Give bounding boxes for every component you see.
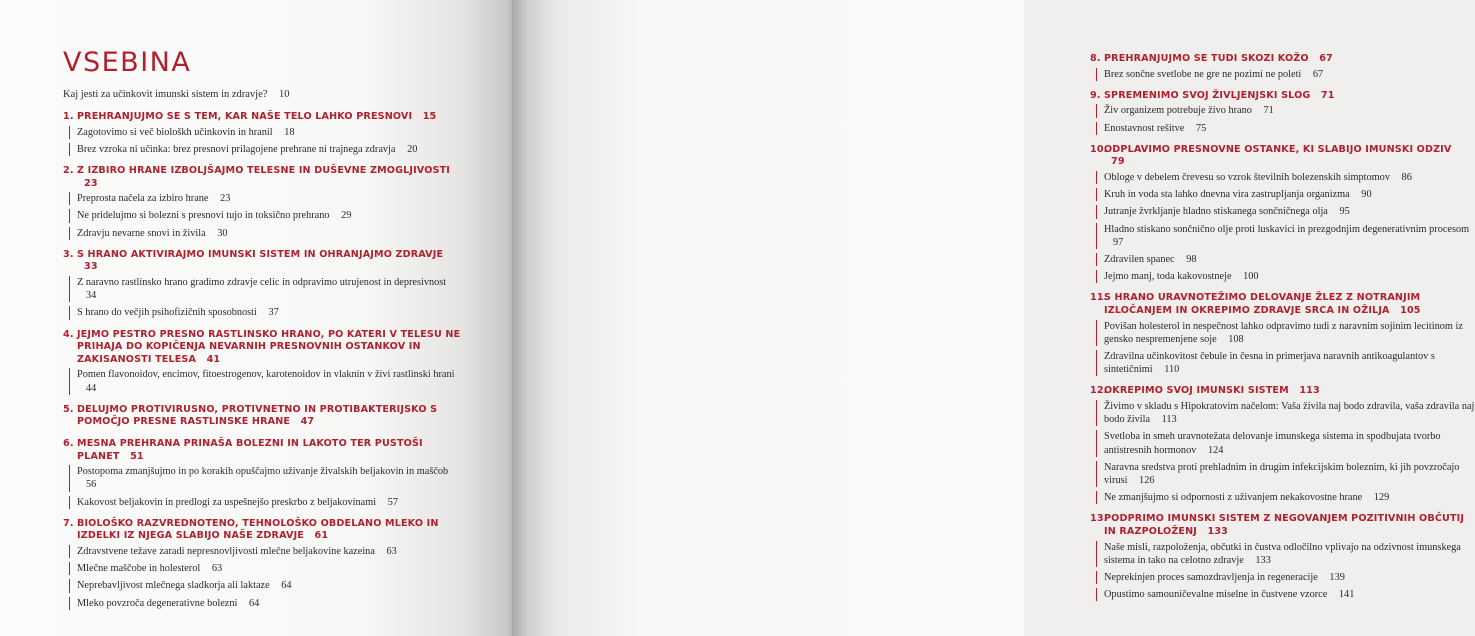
chapter-entries <box>77 192 463 240</box>
toc-entry <box>1104 122 1475 135</box>
toc-entry <box>77 562 463 575</box>
chapter-title: S HRANO URAVNOTEŽIMO DELOVANJE ŽLEZ Z NOTRANJIM IZLOČANJEM IN OKREPIMO ZDRAVJE SRCA IN OŽILJA <box>1104 292 1421 316</box>
chapter-entries <box>1104 171 1475 283</box>
toc-entry <box>77 306 463 319</box>
toc-chapter <box>1090 292 1475 376</box>
chapter-entries <box>77 465 463 509</box>
entry-page-number: 110 <box>1164 364 1180 376</box>
entry-text: Opustimo samouničevalne miselne in čustvene vzorce <box>1104 589 1328 601</box>
chapter-heading <box>63 517 463 543</box>
entry-page-number: 139 <box>1329 572 1345 584</box>
entry-page-number: 44 <box>86 382 97 394</box>
entry-text: Brez vzroka ni učinka: brez presnovi prilagojene prehrane ni trajnega zdravja <box>77 143 396 155</box>
toc-entry <box>77 496 463 509</box>
toc-entry <box>77 227 463 240</box>
entry-page-number: 75 <box>1195 122 1207 134</box>
toc-chapter <box>63 249 463 320</box>
entry-page-number: 124 <box>1207 444 1224 456</box>
chapter-page-number: 33 <box>84 261 98 273</box>
entry-page-number: 57 <box>387 496 398 508</box>
chapter-title: DELUJMO PROTIVIRUSNO, PROTIVNETNO IN PROTIBAKTERIJSKO S POMOČJO PRESNE RASTLINSKE HRANE <box>77 403 438 428</box>
chapter-title: BIOLOŠKO RAZVREDNOTENO, TEHNOLOŠKO OBDELANO MLEKO IN IZDELKI IZ NJEGA SLABIJO NAŠE ZDRAVJE <box>77 517 439 542</box>
chapter-heading <box>63 328 463 367</box>
chapter-page-number: 61 <box>314 530 329 542</box>
toc-chapter <box>1090 385 1475 504</box>
entry-text: Z naravno rastlinsko hrano gradimo zdravje celic in odpravimo utrujenost in depresivnost <box>77 276 447 288</box>
entry-page-number: 97 <box>1113 236 1124 248</box>
entry-text: Ne zmanjšujmo si odpornosti z uživanjem nekakovostne hrane <box>1104 492 1363 504</box>
chapter-entries <box>77 276 463 320</box>
entry-text: Zdravju nevarne snovi in živila <box>77 227 206 239</box>
chapter-page-number: 51 <box>130 450 144 462</box>
chapter-heading <box>63 403 463 429</box>
entry-page-number: 20 <box>407 143 418 155</box>
entry-text: Zdravilna učinkovitost čebule in česna in primerjava naravnih antikoagulantov s sintetičnimi <box>1104 351 1435 376</box>
chapter-number: 7. <box>63 517 74 529</box>
entry-text: Kruh in voda sta lahko dnevna vira zastrupljanja organizma <box>1104 189 1350 201</box>
intro-entry <box>63 88 290 102</box>
entry-text: Kakovost beljakovin in predlogi za uspešnejšo preskrbo z beljakovinami <box>77 496 377 508</box>
entry-text: Brez sončne svetlobe ne gre ne pozimi ne poleti <box>1104 68 1302 80</box>
entry-text: Neprebavljivost mlečnega sladkorja ali laktaze <box>77 580 270 592</box>
entry-page-number: 113 <box>1161 414 1177 426</box>
entry-page-number: 34 <box>86 290 97 302</box>
entry-page-number: 141 <box>1338 589 1355 601</box>
toc-entry <box>1104 320 1475 346</box>
entry-page-number: 86 <box>1401 171 1412 183</box>
toc-entry <box>77 209 463 222</box>
entry-page-number: 64 <box>248 597 260 609</box>
entry-text: Jutranje žvrkljanje hladno stiskanega sončničnega olja <box>1104 206 1328 218</box>
entry-page-number: 108 <box>1228 333 1244 345</box>
chapter-title: JEJMO PESTRO PRESNO RASTLINSKO HRANO, PO KATERI V TELESU NE PRIHAJA DO KOPIČENJA NEVARNIH PRESNOVNIH OSTANKOV IN ZAKISANOSTI TELESA <box>77 328 461 365</box>
left-page <box>0 0 512 636</box>
toc-chapter <box>1090 90 1475 135</box>
toc-chapter <box>1090 53 1475 81</box>
entry-text: Mlečne maščobe in holesterol <box>77 563 201 575</box>
chapter-number: 3. <box>63 248 74 260</box>
toc-chapter <box>63 404 463 429</box>
entry-page-number: 63 <box>211 563 223 575</box>
right-page <box>512 0 1475 636</box>
toc-entry <box>1104 223 1475 249</box>
toc-chapter <box>63 518 463 610</box>
chapter-page-number: 67 <box>1319 53 1333 64</box>
chapter-entries <box>77 368 463 394</box>
chapter-number: 8. <box>1090 53 1101 64</box>
left-toc <box>63 111 463 619</box>
chapter-title: PODPRIMO IMUNSKI SISTEM Z NEGOVANJEM POZITIVNIH OBČUTIJ IN RAZPOLOŽENJ <box>1104 513 1465 538</box>
entry-page-number: 90 <box>1361 189 1372 201</box>
chapter-entries <box>1104 320 1475 377</box>
toc-entry <box>1104 205 1475 218</box>
toc-entry <box>77 465 463 491</box>
entry-page-number: 63 <box>386 545 397 557</box>
entry-page-number: 30 <box>217 227 228 239</box>
toc-entry <box>1104 430 1475 456</box>
chapter-number: 5. <box>63 403 74 415</box>
entry-text: Živimo v skladu s Hipokratovim načelom: Vaša živila naj bodo zdravila, vaša zdravila naj bodo živila <box>1104 401 1475 426</box>
chapter-number: 11. <box>1090 292 1108 304</box>
chapter-number: 9. <box>1090 89 1101 101</box>
chapter-page-number: 47 <box>300 416 315 428</box>
entry-page-number: 37 <box>268 307 279 319</box>
toc-entry <box>1104 270 1475 283</box>
toc-entry <box>77 143 463 156</box>
chapter-heading <box>1090 53 1475 66</box>
intro-page: 10 <box>279 89 290 100</box>
chapter-heading <box>1090 385 1475 398</box>
toc-chapter <box>63 111 463 156</box>
toc-entry <box>77 597 463 610</box>
entry-text: Hladno stiskano sončnično olje proti luskavici in prezgodnjim degenerativnim procesom <box>1104 223 1470 235</box>
toc-entry <box>1104 104 1475 117</box>
toc-chapter <box>1090 144 1475 284</box>
chapter-heading <box>63 111 463 124</box>
chapter-entries <box>1104 68 1475 81</box>
toc-entry <box>77 579 463 592</box>
chapter-title: PREHRANJUJMO SE TUDI SKOZI KOŽO <box>1104 53 1309 64</box>
entry-page-number: 23 <box>220 193 231 205</box>
entry-text: Zdravilen spanec <box>1104 254 1175 265</box>
entry-text: Mleko povzroča degenerativne bolezni <box>77 597 238 609</box>
chapter-title: MESNA PREHRANA PRINAŠA BOLEZNI IN LAKOTO TER PUSTOŠI PLANET <box>77 437 423 462</box>
chapter-page-number: 41 <box>206 353 221 365</box>
chapter-heading <box>63 165 463 190</box>
chapter-number: 6. <box>63 437 74 449</box>
chapter-title: SPREMENIMO SVOJ ŽIVLJENJSKI SLOG <box>1104 89 1311 101</box>
chapter-title: S HRANO AKTIVIRAJMO IMUNSKI SISTEM IN OHRANJAJMO ZDRAVJE <box>77 248 444 260</box>
toc-entry <box>1104 68 1475 81</box>
toc-entry <box>1104 350 1475 376</box>
entry-text: Enostavnost rešitve <box>1104 122 1185 134</box>
chapter-entries <box>1104 104 1475 134</box>
toc-entry <box>77 192 463 205</box>
toc-chapter <box>63 329 463 395</box>
chapter-page-number: 15 <box>422 111 437 122</box>
intro-text: Kaj jesti za učinkovit imunski sistem in zdravje? <box>63 89 268 100</box>
chapter-page-number: 105 <box>1400 305 1421 316</box>
entry-page-number: 71 <box>1263 105 1274 117</box>
entry-text: Svetloba in smeh uravnotežata delovanje imunskega sistema in spodbujata tvorbo antistresnih hormonov <box>1104 431 1441 456</box>
contents-title: VSEBINA <box>63 47 192 78</box>
chapter-number: 4. <box>63 328 74 340</box>
entry-text: Zdravstvene težave zaradi nepresnovljivosti mlečne beljakovine kazeina <box>77 545 375 557</box>
chapter-heading <box>1090 89 1475 103</box>
entry-page-number: 67 <box>1312 68 1324 80</box>
chapter-entries <box>1104 400 1475 504</box>
toc-entry <box>77 368 463 394</box>
toc-entry <box>77 276 463 302</box>
toc-entry <box>1104 491 1475 504</box>
chapter-title: Z IZBIRO HRANE IZBOLJŠAJMO TELESNE IN DUŠEVNE ZMOGLJIVOSTI <box>77 165 450 176</box>
entry-text: Jejmo manj, toda kakovostneje <box>1104 271 1232 283</box>
entry-text: Obloge v debelem črevesu so vzrok številnih bolezenskih simptomov <box>1104 171 1390 183</box>
chapter-title: ODPLAVIMO PRESNOVNE OSTANKE, KI SLABIJO IMUNSKI ODZIV <box>1104 143 1452 155</box>
chapter-number: 1. <box>63 111 74 122</box>
toc-entry <box>1104 541 1475 567</box>
chapter-entries <box>1104 541 1475 602</box>
toc-entry <box>1104 253 1475 266</box>
chapter-number: 2. <box>63 165 74 176</box>
toc-entry <box>1104 400 1475 426</box>
entry-text: Pomen flavonoidov, encimov, fitoestrogenov, karotenoidov in vlaknin v živi rastlinski hrani <box>77 369 455 381</box>
entry-page-number: 126 <box>1139 475 1155 487</box>
toc-entry <box>77 126 463 139</box>
toc-entry <box>1104 588 1475 601</box>
entry-text: Živ organizem potrebuje živo hrano <box>1104 105 1252 117</box>
entry-text: Postopoma zmanjšujmo in po korakih opuščajmo uživanje živalskih beljakovin in maščob <box>77 466 449 478</box>
toc-entry <box>1104 571 1475 584</box>
chapter-number: 13. <box>1090 513 1108 525</box>
chapter-page-number: 133 <box>1207 526 1229 538</box>
entry-text: Neprekinjen proces samozdravljenja in regeneracije <box>1104 572 1318 584</box>
chapter-heading <box>1090 513 1475 538</box>
entry-page-number: 98 <box>1186 254 1197 265</box>
toc-chapter <box>63 165 463 240</box>
entry-text: Povišan holesterol in nespečnost lahko odpravimo tudi z naravnim sojinim lecitinom iz gensko nespremenjene soje <box>1104 320 1463 345</box>
toc-chapter <box>1090 513 1475 601</box>
chapter-title: PREHRANJUJMO SE S TEM, KAR NAŠE TELO LAHKO PRESNOVI <box>77 111 413 122</box>
toc-entry <box>1104 171 1475 184</box>
chapter-page-number: 71 <box>1320 89 1335 101</box>
toc-entry <box>1104 188 1475 201</box>
entry-page-number: 129 <box>1373 492 1390 504</box>
entry-text: Naravna sredstva proti prehladnim in drugim infekcijskim boleznim, ki jih povzročajo virusi <box>1104 461 1460 487</box>
chapter-heading <box>63 437 463 463</box>
entry-text: Ne pridelujmo si bolezni s presnovi tujo in toksično prehrano <box>77 210 330 222</box>
entry-text: Naše misli, razpoloženja, občutki in čustva odločilno vplivajo na odzivnost imunskega sistema in tako na celotno zdravje <box>1104 541 1461 566</box>
entry-page-number: 133 <box>1255 554 1271 566</box>
entry-page-number: 18 <box>284 126 295 138</box>
entry-page-number: 100 <box>1243 271 1259 283</box>
chapter-heading <box>1090 292 1475 317</box>
chapter-entries <box>77 126 463 156</box>
entry-text: Preprosta načela za izbiro hrane <box>77 193 209 205</box>
toc-entry <box>77 545 463 558</box>
toc-entry <box>1104 461 1475 487</box>
chapter-number: 12. <box>1090 385 1108 397</box>
chapter-number: 10. <box>1090 143 1108 155</box>
chapter-page-number: 113 <box>1299 385 1320 397</box>
chapter-heading <box>63 248 463 274</box>
chapter-entries <box>77 545 463 610</box>
chapter-title: OKREPIMO SVOJ IMUNSKI SISTEM <box>1104 385 1289 397</box>
right-toc <box>1090 53 1475 610</box>
entry-text: Zagotovimo si več biološkh učinkovin in hranil <box>77 126 273 138</box>
entry-page-number: 56 <box>86 479 97 491</box>
toc-chapter <box>63 438 463 509</box>
entry-page-number: 64 <box>281 580 292 592</box>
chapter-page-number: 23 <box>84 177 98 189</box>
entry-text: S hrano do večjih psihofizičnih sposobnosti <box>77 307 257 319</box>
chapter-heading <box>1090 143 1475 169</box>
chapter-page-number: 79 <box>1111 156 1125 168</box>
entry-page-number: 95 <box>1339 206 1350 218</box>
entry-page-number: 29 <box>341 210 352 222</box>
